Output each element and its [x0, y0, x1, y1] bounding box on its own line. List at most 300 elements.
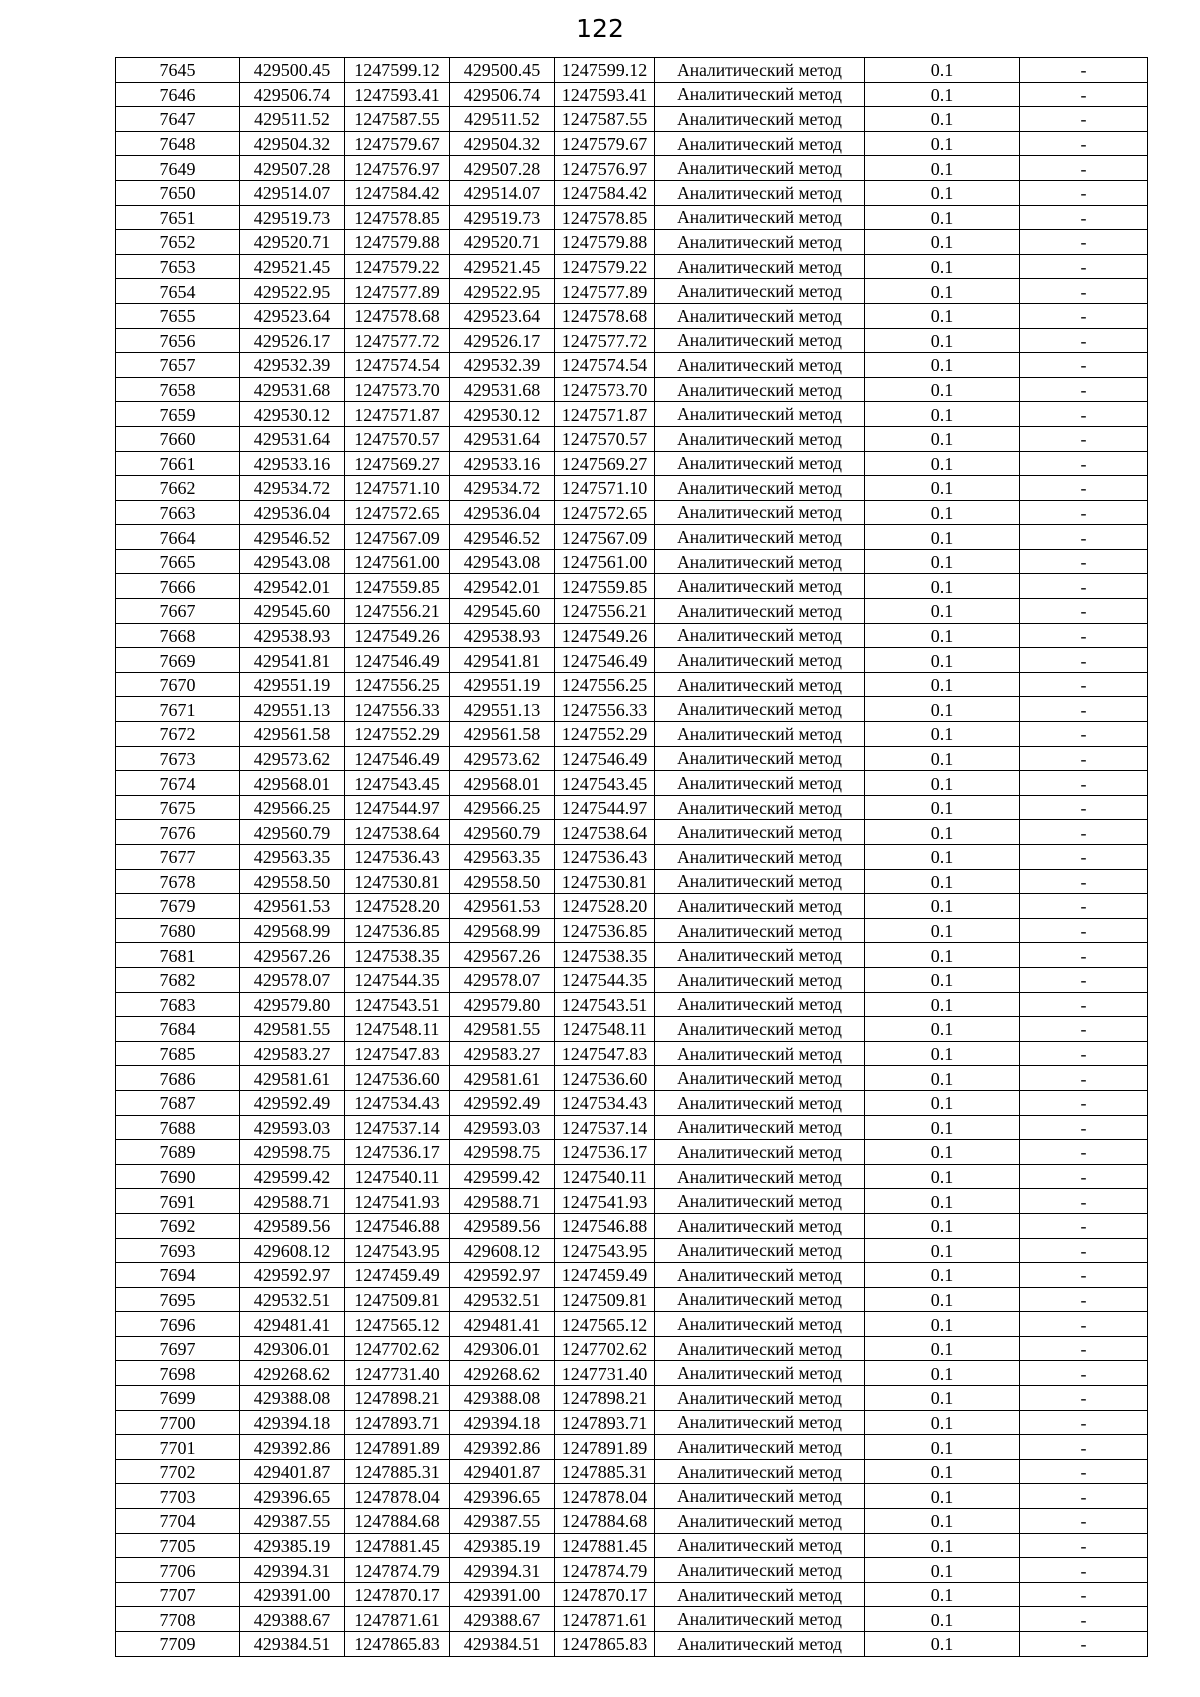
x-coordinate-repeat-cell: 429268.62 — [450, 1361, 555, 1386]
accuracy-cell: 0.1 — [865, 500, 1020, 525]
note-cell: - — [1020, 1115, 1148, 1140]
y-coordinate-repeat-cell: 1247544.97 — [555, 795, 655, 820]
table-row — [116, 279, 1148, 304]
x-coordinate-cell: 429568.01 — [240, 771, 345, 796]
table-row — [116, 180, 1148, 205]
note-cell: - — [1020, 279, 1148, 304]
table-row — [116, 328, 1148, 353]
accuracy-cell: 0.1 — [865, 869, 1020, 894]
method-cell: Аналитический метод — [655, 402, 865, 427]
x-coordinate-cell: 429581.55 — [240, 1017, 345, 1042]
x-coordinate-repeat-cell: 429306.01 — [450, 1336, 555, 1361]
x-coordinate-repeat-cell: 429520.71 — [450, 230, 555, 255]
x-coordinate-cell: 429511.52 — [240, 107, 345, 132]
accuracy-cell: 0.1 — [865, 549, 1020, 574]
y-coordinate-cell: 1247579.22 — [345, 254, 450, 279]
table-row — [116, 1189, 1148, 1214]
y-coordinate-cell: 1247884.68 — [345, 1509, 450, 1534]
x-coordinate-cell: 429589.56 — [240, 1213, 345, 1238]
point-number-cell: 7705 — [116, 1533, 240, 1558]
note-cell: - — [1020, 1435, 1148, 1460]
point-number-cell: 7654 — [116, 279, 240, 304]
y-coordinate-repeat-cell: 1247571.10 — [555, 476, 655, 501]
y-coordinate-cell: 1247599.12 — [345, 58, 450, 83]
y-coordinate-cell: 1247559.85 — [345, 574, 450, 599]
method-cell: Аналитический метод — [655, 869, 865, 894]
method-cell: Аналитический метод — [655, 451, 865, 476]
x-coordinate-repeat-cell: 429538.93 — [450, 623, 555, 648]
table-row — [116, 525, 1148, 550]
point-number-cell: 7650 — [116, 180, 240, 205]
accuracy-cell: 0.1 — [865, 672, 1020, 697]
point-number-cell: 7684 — [116, 1017, 240, 1042]
x-coordinate-repeat-cell: 429387.55 — [450, 1509, 555, 1534]
x-coordinate-repeat-cell: 429546.52 — [450, 525, 555, 550]
method-cell: Аналитический метод — [655, 1066, 865, 1091]
x-coordinate-cell: 429592.49 — [240, 1090, 345, 1115]
y-coordinate-repeat-cell: 1247536.60 — [555, 1066, 655, 1091]
method-cell: Аналитический метод — [655, 722, 865, 747]
accuracy-cell: 0.1 — [865, 845, 1020, 870]
method-cell: Аналитический метод — [655, 918, 865, 943]
y-coordinate-cell: 1247530.81 — [345, 869, 450, 894]
method-cell: Аналитический метод — [655, 230, 865, 255]
point-number-cell: 7708 — [116, 1607, 240, 1632]
x-coordinate-repeat-cell: 429551.13 — [450, 697, 555, 722]
accuracy-cell: 0.1 — [865, 1386, 1020, 1411]
point-number-cell: 7686 — [116, 1066, 240, 1091]
accuracy-cell: 0.1 — [865, 1484, 1020, 1509]
point-number-cell: 7662 — [116, 476, 240, 501]
table-row — [116, 869, 1148, 894]
method-cell: Аналитический метод — [655, 1607, 865, 1632]
x-coordinate-repeat-cell: 429531.68 — [450, 377, 555, 402]
x-coordinate-cell: 429588.71 — [240, 1189, 345, 1214]
y-coordinate-repeat-cell: 1247534.43 — [555, 1090, 655, 1115]
y-coordinate-cell: 1247578.85 — [345, 205, 450, 230]
x-coordinate-cell: 429579.80 — [240, 992, 345, 1017]
y-coordinate-cell: 1247584.42 — [345, 180, 450, 205]
x-coordinate-cell: 429384.51 — [240, 1632, 345, 1657]
accuracy-cell: 0.1 — [865, 820, 1020, 845]
point-number-cell: 7680 — [116, 918, 240, 943]
note-cell: - — [1020, 353, 1148, 378]
y-coordinate-repeat-cell: 1247549.26 — [555, 623, 655, 648]
table-row — [116, 1041, 1148, 1066]
point-number-cell: 7693 — [116, 1238, 240, 1263]
accuracy-cell: 0.1 — [865, 303, 1020, 328]
table-body — [116, 58, 1148, 1657]
y-coordinate-repeat-cell: 1247569.27 — [555, 451, 655, 476]
point-number-cell: 7675 — [116, 795, 240, 820]
x-coordinate-cell: 429593.03 — [240, 1115, 345, 1140]
note-cell: - — [1020, 1140, 1148, 1165]
method-cell: Аналитический метод — [655, 599, 865, 624]
accuracy-cell: 0.1 — [865, 1189, 1020, 1214]
x-coordinate-cell: 429538.93 — [240, 623, 345, 648]
method-cell: Аналитический метод — [655, 697, 865, 722]
note-cell: - — [1020, 254, 1148, 279]
table-row — [116, 845, 1148, 870]
y-coordinate-repeat-cell: 1247536.43 — [555, 845, 655, 870]
x-coordinate-repeat-cell: 429392.86 — [450, 1435, 555, 1460]
x-coordinate-repeat-cell: 429551.19 — [450, 672, 555, 697]
x-coordinate-repeat-cell: 429526.17 — [450, 328, 555, 353]
x-coordinate-repeat-cell: 429481.41 — [450, 1312, 555, 1337]
x-coordinate-repeat-cell: 429589.56 — [450, 1213, 555, 1238]
y-coordinate-cell: 1247538.35 — [345, 943, 450, 968]
method-cell: Аналитический метод — [655, 1164, 865, 1189]
accuracy-cell: 0.1 — [865, 992, 1020, 1017]
y-coordinate-cell: 1247576.97 — [345, 156, 450, 181]
table-row — [116, 1287, 1148, 1312]
y-coordinate-repeat-cell: 1247544.35 — [555, 967, 655, 992]
y-coordinate-cell: 1247573.70 — [345, 377, 450, 402]
method-cell: Аналитический метод — [655, 82, 865, 107]
method-cell: Аналитический метод — [655, 1558, 865, 1583]
accuracy-cell: 0.1 — [865, 205, 1020, 230]
x-coordinate-cell: 429500.45 — [240, 58, 345, 83]
note-cell: - — [1020, 1263, 1148, 1288]
method-cell: Аналитический метод — [655, 254, 865, 279]
y-coordinate-repeat-cell: 1247871.61 — [555, 1607, 655, 1632]
table-row — [116, 1459, 1148, 1484]
table-row — [116, 230, 1148, 255]
note-cell: - — [1020, 476, 1148, 501]
y-coordinate-repeat-cell: 1247561.00 — [555, 549, 655, 574]
point-number-cell: 7688 — [116, 1115, 240, 1140]
method-cell: Аналитический метод — [655, 1386, 865, 1411]
x-coordinate-cell: 429396.65 — [240, 1484, 345, 1509]
table-row — [116, 746, 1148, 771]
method-cell: Аналитический метод — [655, 58, 865, 83]
table-row — [116, 1115, 1148, 1140]
point-number-cell: 7694 — [116, 1263, 240, 1288]
note-cell: - — [1020, 230, 1148, 255]
y-coordinate-repeat-cell: 1247528.20 — [555, 894, 655, 919]
table-row — [116, 377, 1148, 402]
x-coordinate-repeat-cell: 429388.67 — [450, 1607, 555, 1632]
table-row — [116, 894, 1148, 919]
note-cell: - — [1020, 1484, 1148, 1509]
y-coordinate-cell: 1247865.83 — [345, 1632, 450, 1657]
accuracy-cell: 0.1 — [865, 1607, 1020, 1632]
accuracy-cell: 0.1 — [865, 1361, 1020, 1386]
accuracy-cell: 0.1 — [865, 82, 1020, 107]
note-cell: - — [1020, 377, 1148, 402]
point-number-cell: 7683 — [116, 992, 240, 1017]
point-number-cell: 7701 — [116, 1435, 240, 1460]
note-cell: - — [1020, 303, 1148, 328]
y-coordinate-repeat-cell: 1247572.65 — [555, 500, 655, 525]
y-coordinate-cell: 1247509.81 — [345, 1287, 450, 1312]
y-coordinate-cell: 1247543.95 — [345, 1238, 450, 1263]
y-coordinate-repeat-cell: 1247538.35 — [555, 943, 655, 968]
x-coordinate-repeat-cell: 429598.75 — [450, 1140, 555, 1165]
note-cell: - — [1020, 1386, 1148, 1411]
x-coordinate-cell: 429541.81 — [240, 648, 345, 673]
accuracy-cell: 0.1 — [865, 156, 1020, 181]
y-coordinate-cell: 1247898.21 — [345, 1386, 450, 1411]
x-coordinate-repeat-cell: 429514.07 — [450, 180, 555, 205]
y-coordinate-cell: 1247579.88 — [345, 230, 450, 255]
note-cell: - — [1020, 131, 1148, 156]
y-coordinate-cell: 1247577.72 — [345, 328, 450, 353]
table-row — [116, 795, 1148, 820]
point-number-cell: 7687 — [116, 1090, 240, 1115]
method-cell: Аналитический метод — [655, 1533, 865, 1558]
point-number-cell: 7666 — [116, 574, 240, 599]
note-cell: - — [1020, 1041, 1148, 1066]
x-coordinate-repeat-cell: 429588.71 — [450, 1189, 555, 1214]
method-cell: Аналитический метод — [655, 180, 865, 205]
note-cell: - — [1020, 1410, 1148, 1435]
accuracy-cell: 0.1 — [865, 1164, 1020, 1189]
x-coordinate-repeat-cell: 429561.53 — [450, 894, 555, 919]
point-number-cell: 7706 — [116, 1558, 240, 1583]
table-row — [116, 476, 1148, 501]
x-coordinate-cell: 429568.99 — [240, 918, 345, 943]
y-coordinate-repeat-cell: 1247881.45 — [555, 1533, 655, 1558]
y-coordinate-cell: 1247537.14 — [345, 1115, 450, 1140]
point-number-cell: 7685 — [116, 1041, 240, 1066]
x-coordinate-cell: 429608.12 — [240, 1238, 345, 1263]
table-row — [116, 353, 1148, 378]
x-coordinate-cell: 429545.60 — [240, 599, 345, 624]
method-cell: Аналитический метод — [655, 1238, 865, 1263]
x-coordinate-cell: 429551.13 — [240, 697, 345, 722]
x-coordinate-repeat-cell: 429545.60 — [450, 599, 555, 624]
x-coordinate-cell: 429560.79 — [240, 820, 345, 845]
table-row — [116, 1238, 1148, 1263]
point-number-cell: 7660 — [116, 426, 240, 451]
x-coordinate-repeat-cell: 429573.62 — [450, 746, 555, 771]
x-coordinate-cell: 429532.51 — [240, 1287, 345, 1312]
accuracy-cell: 0.1 — [865, 697, 1020, 722]
table-row — [116, 648, 1148, 673]
accuracy-cell: 0.1 — [865, 1435, 1020, 1460]
accuracy-cell: 0.1 — [865, 746, 1020, 771]
x-coordinate-repeat-cell: 429531.64 — [450, 426, 555, 451]
y-coordinate-repeat-cell: 1247577.89 — [555, 279, 655, 304]
note-cell: - — [1020, 1558, 1148, 1583]
accuracy-cell: 0.1 — [865, 1459, 1020, 1484]
accuracy-cell: 0.1 — [865, 771, 1020, 796]
point-number-cell: 7671 — [116, 697, 240, 722]
note-cell: - — [1020, 549, 1148, 574]
y-coordinate-repeat-cell: 1247579.67 — [555, 131, 655, 156]
accuracy-cell: 0.1 — [865, 377, 1020, 402]
point-number-cell: 7707 — [116, 1582, 240, 1607]
accuracy-cell: 0.1 — [865, 107, 1020, 132]
note-cell: - — [1020, 992, 1148, 1017]
x-coordinate-cell: 429391.00 — [240, 1582, 345, 1607]
note-cell: - — [1020, 1509, 1148, 1534]
table-row — [116, 992, 1148, 1017]
method-cell: Аналитический метод — [655, 1459, 865, 1484]
accuracy-cell: 0.1 — [865, 943, 1020, 968]
coordinates-table — [115, 57, 1148, 1657]
y-coordinate-cell: 1247546.88 — [345, 1213, 450, 1238]
x-coordinate-cell: 429567.26 — [240, 943, 345, 968]
y-coordinate-repeat-cell: 1247885.31 — [555, 1459, 655, 1484]
x-coordinate-repeat-cell: 429519.73 — [450, 205, 555, 230]
table-row — [116, 82, 1148, 107]
x-coordinate-cell: 429394.31 — [240, 1558, 345, 1583]
table-row — [116, 1410, 1148, 1435]
y-coordinate-repeat-cell: 1247587.55 — [555, 107, 655, 132]
x-coordinate-cell: 429519.73 — [240, 205, 345, 230]
point-number-cell: 7646 — [116, 82, 240, 107]
y-coordinate-repeat-cell: 1247702.62 — [555, 1336, 655, 1361]
table-row — [116, 918, 1148, 943]
table-row — [116, 254, 1148, 279]
y-coordinate-cell: 1247536.60 — [345, 1066, 450, 1091]
x-coordinate-repeat-cell: 429558.50 — [450, 869, 555, 894]
y-coordinate-cell: 1247459.49 — [345, 1263, 450, 1288]
note-cell: - — [1020, 1090, 1148, 1115]
x-coordinate-cell: 429504.32 — [240, 131, 345, 156]
x-coordinate-repeat-cell: 429568.99 — [450, 918, 555, 943]
x-coordinate-repeat-cell: 429581.55 — [450, 1017, 555, 1042]
point-number-cell: 7656 — [116, 328, 240, 353]
y-coordinate-repeat-cell: 1247574.54 — [555, 353, 655, 378]
note-cell: - — [1020, 328, 1148, 353]
y-coordinate-repeat-cell: 1247543.51 — [555, 992, 655, 1017]
method-cell: Аналитический метод — [655, 746, 865, 771]
y-coordinate-repeat-cell: 1247509.81 — [555, 1287, 655, 1312]
point-number-cell: 7659 — [116, 402, 240, 427]
point-number-cell: 7679 — [116, 894, 240, 919]
table-row — [116, 1484, 1148, 1509]
point-number-cell: 7697 — [116, 1336, 240, 1361]
accuracy-cell: 0.1 — [865, 1287, 1020, 1312]
accuracy-cell: 0.1 — [865, 918, 1020, 943]
x-coordinate-repeat-cell: 429579.80 — [450, 992, 555, 1017]
note-cell: - — [1020, 623, 1148, 648]
x-coordinate-cell: 429507.28 — [240, 156, 345, 181]
x-coordinate-repeat-cell: 429391.00 — [450, 1582, 555, 1607]
x-coordinate-repeat-cell: 429593.03 — [450, 1115, 555, 1140]
y-coordinate-repeat-cell: 1247567.09 — [555, 525, 655, 550]
page-number: 122 — [576, 14, 624, 43]
table-row — [116, 697, 1148, 722]
y-coordinate-repeat-cell: 1247870.17 — [555, 1582, 655, 1607]
accuracy-cell: 0.1 — [865, 1632, 1020, 1657]
note-cell: - — [1020, 1312, 1148, 1337]
table-row — [116, 1558, 1148, 1583]
note-cell: - — [1020, 525, 1148, 550]
note-cell: - — [1020, 402, 1148, 427]
x-coordinate-cell: 429532.39 — [240, 353, 345, 378]
y-coordinate-cell: 1247574.54 — [345, 353, 450, 378]
x-coordinate-cell: 429599.42 — [240, 1164, 345, 1189]
accuracy-cell: 0.1 — [865, 967, 1020, 992]
x-coordinate-cell: 429522.95 — [240, 279, 345, 304]
accuracy-cell: 0.1 — [865, 451, 1020, 476]
table-row — [116, 402, 1148, 427]
x-coordinate-repeat-cell: 429599.42 — [450, 1164, 555, 1189]
x-coordinate-repeat-cell: 429504.32 — [450, 131, 555, 156]
accuracy-cell: 0.1 — [865, 1090, 1020, 1115]
point-number-cell: 7676 — [116, 820, 240, 845]
y-coordinate-cell: 1247536.43 — [345, 845, 450, 870]
y-coordinate-repeat-cell: 1247577.72 — [555, 328, 655, 353]
y-coordinate-repeat-cell: 1247546.49 — [555, 648, 655, 673]
x-coordinate-cell: 429306.01 — [240, 1336, 345, 1361]
y-coordinate-cell: 1247534.43 — [345, 1090, 450, 1115]
x-coordinate-cell: 429526.17 — [240, 328, 345, 353]
accuracy-cell: 0.1 — [865, 525, 1020, 550]
x-coordinate-cell: 429531.68 — [240, 377, 345, 402]
method-cell: Аналитический метод — [655, 1361, 865, 1386]
y-coordinate-cell: 1247556.21 — [345, 599, 450, 624]
y-coordinate-cell: 1247570.57 — [345, 426, 450, 451]
x-coordinate-cell: 429563.35 — [240, 845, 345, 870]
accuracy-cell: 0.1 — [865, 623, 1020, 648]
table-row — [116, 943, 1148, 968]
y-coordinate-repeat-cell: 1247579.88 — [555, 230, 655, 255]
table-row — [116, 205, 1148, 230]
point-number-cell: 7695 — [116, 1287, 240, 1312]
method-cell: Аналитический метод — [655, 1435, 865, 1460]
method-cell: Аналитический метод — [655, 131, 865, 156]
method-cell: Аналитический метод — [655, 574, 865, 599]
y-coordinate-cell: 1247871.61 — [345, 1607, 450, 1632]
note-cell: - — [1020, 180, 1148, 205]
method-cell: Аналитический метод — [655, 1484, 865, 1509]
y-coordinate-repeat-cell: 1247459.49 — [555, 1263, 655, 1288]
point-number-cell: 7673 — [116, 746, 240, 771]
point-number-cell: 7677 — [116, 845, 240, 870]
table-row — [116, 722, 1148, 747]
table-row — [116, 1632, 1148, 1657]
point-number-cell: 7645 — [116, 58, 240, 83]
y-coordinate-cell: 1247881.45 — [345, 1533, 450, 1558]
y-coordinate-cell: 1247702.62 — [345, 1336, 450, 1361]
table-row — [116, 500, 1148, 525]
note-cell: - — [1020, 574, 1148, 599]
note-cell: - — [1020, 599, 1148, 624]
x-coordinate-repeat-cell: 429532.51 — [450, 1287, 555, 1312]
table-row — [116, 1312, 1148, 1337]
y-coordinate-repeat-cell: 1247599.12 — [555, 58, 655, 83]
x-coordinate-cell: 429534.72 — [240, 476, 345, 501]
accuracy-cell: 0.1 — [865, 1533, 1020, 1558]
y-coordinate-cell: 1247546.49 — [345, 648, 450, 673]
y-coordinate-repeat-cell: 1247874.79 — [555, 1558, 655, 1583]
table-row — [116, 574, 1148, 599]
x-coordinate-repeat-cell: 429542.01 — [450, 574, 555, 599]
method-cell: Аналитический метод — [655, 1189, 865, 1214]
note-cell: - — [1020, 82, 1148, 107]
y-coordinate-repeat-cell: 1247543.95 — [555, 1238, 655, 1263]
note-cell: - — [1020, 1582, 1148, 1607]
x-coordinate-repeat-cell: 429567.26 — [450, 943, 555, 968]
y-coordinate-cell: 1247567.09 — [345, 525, 450, 550]
point-number-cell: 7681 — [116, 943, 240, 968]
accuracy-cell: 0.1 — [865, 1558, 1020, 1583]
method-cell: Аналитический метод — [655, 623, 865, 648]
method-cell: Аналитический метод — [655, 303, 865, 328]
table-row — [116, 1164, 1148, 1189]
y-coordinate-cell: 1247547.83 — [345, 1041, 450, 1066]
point-number-cell: 7704 — [116, 1509, 240, 1534]
method-cell: Аналитический метод — [655, 771, 865, 796]
x-coordinate-cell: 429578.07 — [240, 967, 345, 992]
point-number-cell: 7668 — [116, 623, 240, 648]
note-cell: - — [1020, 1238, 1148, 1263]
